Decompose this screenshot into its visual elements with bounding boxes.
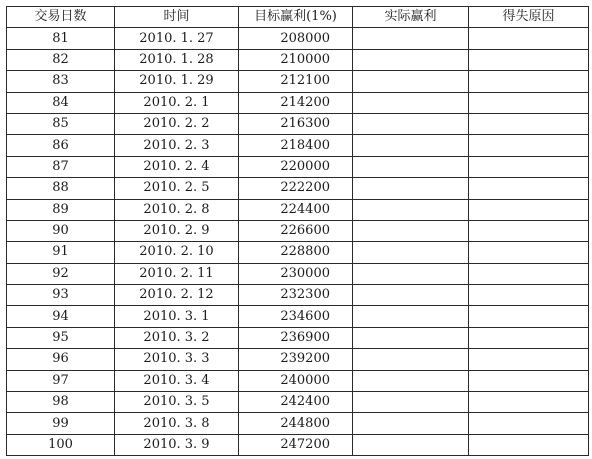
cell-target-profit: 226600 [239, 220, 353, 241]
cell-trading-day: 100 [7, 434, 115, 455]
cell-date: 2010. 3. 4 [115, 370, 239, 391]
cell-actual-profit [353, 392, 469, 413]
cell-target-profit: 242400 [239, 392, 353, 413]
cell-trading-day: 90 [7, 220, 115, 241]
table-row [7, 178, 589, 199]
table-row [7, 242, 589, 263]
cell-target-profit: 239200 [239, 349, 353, 370]
cell-actual-profit [353, 199, 469, 220]
cell-trading-day: 85 [7, 113, 115, 134]
cell-reason [469, 220, 589, 241]
header-reason: 得失原因 [469, 7, 589, 28]
cell-target-profit: 210000 [239, 49, 353, 70]
cell-target-profit: 234600 [239, 306, 353, 327]
cell-trading-day: 99 [7, 413, 115, 434]
cell-date: 2010. 3. 9 [115, 434, 239, 455]
cell-reason [469, 71, 589, 92]
header-row [7, 7, 589, 28]
cell-actual-profit [353, 327, 469, 348]
cell-target-profit: 230000 [239, 263, 353, 284]
table-row [7, 28, 589, 49]
cell-date: 2010. 1. 29 [115, 71, 239, 92]
table-row [7, 71, 589, 92]
cell-actual-profit [353, 413, 469, 434]
cell-trading-day: 88 [7, 178, 115, 199]
table-row [7, 306, 589, 327]
cell-actual-profit [353, 135, 469, 156]
table-row [7, 263, 589, 284]
cell-date: 2010. 2. 11 [115, 263, 239, 284]
cell-actual-profit [353, 306, 469, 327]
cell-target-profit: 220000 [239, 156, 353, 177]
table-row [7, 92, 589, 113]
cell-trading-day: 84 [7, 92, 115, 113]
table-row [7, 413, 589, 434]
cell-actual-profit [353, 92, 469, 113]
cell-date: 2010. 3. 1 [115, 306, 239, 327]
cell-target-profit: 236900 [239, 327, 353, 348]
cell-trading-day: 87 [7, 156, 115, 177]
cell-reason [469, 370, 589, 391]
cell-target-profit: 212100 [239, 71, 353, 92]
cell-date: 2010. 3. 2 [115, 327, 239, 348]
cell-date: 2010. 2. 10 [115, 242, 239, 263]
cell-reason [469, 199, 589, 220]
cell-date: 2010. 2. 4 [115, 156, 239, 177]
cell-date: 2010. 3. 5 [115, 392, 239, 413]
table-row [7, 199, 589, 220]
table-header [7, 7, 589, 28]
cell-trading-day: 93 [7, 285, 115, 306]
cell-actual-profit [353, 434, 469, 455]
cell-reason [469, 156, 589, 177]
cell-actual-profit [353, 242, 469, 263]
cell-date: 2010. 1. 27 [115, 28, 239, 49]
table-row [7, 49, 589, 70]
cell-trading-day: 83 [7, 71, 115, 92]
cell-reason [469, 178, 589, 199]
cell-reason [469, 285, 589, 306]
table-row [7, 113, 589, 134]
cell-actual-profit [353, 49, 469, 70]
cell-actual-profit [353, 370, 469, 391]
cell-date: 2010. 2. 8 [115, 199, 239, 220]
header-trading-day: 交易日数 [7, 7, 115, 28]
cell-trading-day: 96 [7, 349, 115, 370]
cell-trading-day: 81 [7, 28, 115, 49]
cell-reason [469, 28, 589, 49]
table-row [7, 370, 589, 391]
cell-reason [469, 434, 589, 455]
cell-reason [469, 349, 589, 370]
cell-target-profit: 216300 [239, 113, 353, 134]
header-actual-profit: 实际赢利 [353, 7, 469, 28]
cell-date: 2010. 2. 12 [115, 285, 239, 306]
cell-date: 2010. 2. 2 [115, 113, 239, 134]
cell-reason [469, 135, 589, 156]
cell-reason [469, 49, 589, 70]
cell-target-profit: 214200 [239, 92, 353, 113]
trading-log-page [6, 6, 588, 456]
cell-date: 2010. 2. 3 [115, 135, 239, 156]
cell-actual-profit [353, 349, 469, 370]
trading-log-table [6, 6, 589, 456]
table-row [7, 327, 589, 348]
cell-actual-profit [353, 263, 469, 284]
header-target-profit: 目标赢利(1%) [239, 7, 353, 28]
cell-date: 2010. 1. 28 [115, 49, 239, 70]
cell-date: 2010. 2. 1 [115, 92, 239, 113]
cell-date: 2010. 2. 9 [115, 220, 239, 241]
cell-date: 2010. 3. 8 [115, 413, 239, 434]
table-row [7, 156, 589, 177]
table-body [7, 28, 589, 456]
table-row [7, 392, 589, 413]
cell-trading-day: 92 [7, 263, 115, 284]
cell-actual-profit [353, 156, 469, 177]
cell-reason [469, 413, 589, 434]
cell-reason [469, 263, 589, 284]
cell-date: 2010. 3. 3 [115, 349, 239, 370]
cell-reason [469, 242, 589, 263]
table-row [7, 434, 589, 455]
cell-reason [469, 327, 589, 348]
cell-target-profit: 208000 [239, 28, 353, 49]
cell-actual-profit [353, 178, 469, 199]
cell-date: 2010. 2. 5 [115, 178, 239, 199]
cell-trading-day: 86 [7, 135, 115, 156]
cell-target-profit: 244800 [239, 413, 353, 434]
cell-actual-profit [353, 220, 469, 241]
cell-trading-day: 89 [7, 199, 115, 220]
table-row [7, 220, 589, 241]
cell-target-profit: 224400 [239, 199, 353, 220]
table-row [7, 349, 589, 370]
header-date: 时间 [115, 7, 239, 28]
cell-reason [469, 306, 589, 327]
cell-actual-profit [353, 71, 469, 92]
cell-reason [469, 392, 589, 413]
table-row [7, 135, 589, 156]
cell-target-profit: 222200 [239, 178, 353, 199]
cell-target-profit: 232300 [239, 285, 353, 306]
cell-trading-day: 98 [7, 392, 115, 413]
cell-target-profit: 218400 [239, 135, 353, 156]
cell-reason [469, 113, 589, 134]
cell-trading-day: 97 [7, 370, 115, 391]
cell-actual-profit [353, 28, 469, 49]
cell-reason [469, 92, 589, 113]
cell-trading-day: 91 [7, 242, 115, 263]
cell-trading-day: 94 [7, 306, 115, 327]
table-row [7, 285, 589, 306]
cell-trading-day: 95 [7, 327, 115, 348]
cell-actual-profit [353, 285, 469, 306]
cell-actual-profit [353, 113, 469, 134]
cell-target-profit: 228800 [239, 242, 353, 263]
cell-target-profit: 247200 [239, 434, 353, 455]
cell-target-profit: 240000 [239, 370, 353, 391]
cell-trading-day: 82 [7, 49, 115, 70]
